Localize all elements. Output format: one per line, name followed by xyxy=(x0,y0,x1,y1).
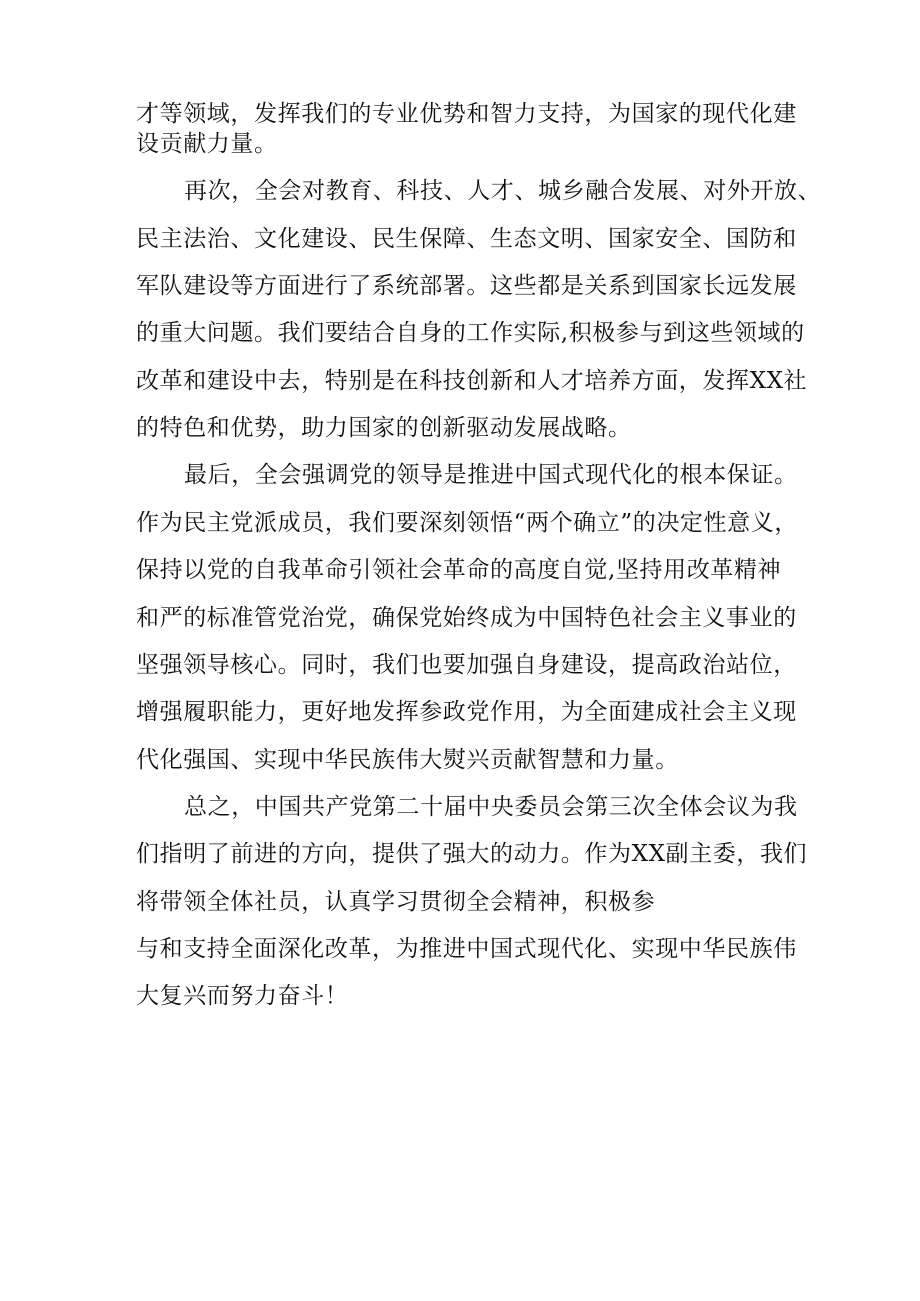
text-line: 增强履职能力，更好地发挥参政党作用，为全面建成社会主义现 xyxy=(136,699,797,725)
text-line: 民主法治、文化建设、民生保障、生态文明、国家安全、国防和 xyxy=(136,226,797,252)
text-line: 改革和建设中去，特别是在科技创新和人才培养方面，发挥XX社 xyxy=(136,368,808,394)
text-line: 军队建设等方面进行了系统部署。这些都是关系到国家长远发展 xyxy=(136,273,797,299)
text-line: 的特色和优势，助力国家的创新驱动发展战略。 xyxy=(136,415,632,441)
text-line: 与和支持全面深化改革，为推进中国式现代化、实现中华民族伟 xyxy=(136,936,797,962)
text-line: 再次，全会对教育、科技、人才、城乡融合发展、对外开放、 xyxy=(184,178,822,204)
text-line: 坚强领导核心。同时，我们也要加强自身建设，提高政治站位， xyxy=(136,652,797,678)
text-line: 保持以党的自我革命引领社会革命的高度自觉,坚持用改革精神 xyxy=(136,557,782,583)
text-line: 和严的标准管党治党，确保党始终成为中国特色社会主义事业的 xyxy=(136,605,797,631)
text-line: 才等领域，发挥我们的专业优势和智力支持，为国家的现代化建 xyxy=(136,101,797,127)
text-line: 们指明了前进的方向，提供了强大的动力。作为XX副主委，我们 xyxy=(136,841,808,867)
text-line: 大复兴而努力奋斗！ xyxy=(136,983,349,1009)
text-line: 将带领全体社员，认真学习贯彻全会精神，积极参 xyxy=(136,889,656,915)
text-line: 总之，中国共产党第二十届中央委员会第三次全体会议为我 xyxy=(184,794,798,820)
text-line: 的重大问题。我们要结合自身的工作实际,积极参与到这些领域的 xyxy=(136,320,805,346)
text-line: 设贡献力量。 xyxy=(136,131,278,157)
text-line: 作为民主党派成员，我们要深刻领悟“两个确立”的决定性意义， xyxy=(136,510,798,536)
text-line: 最后，全会强调党的领导是推进中国式现代化的根本保证。 xyxy=(184,462,798,488)
text-line: 代化强国、实现中华民族伟大熨兴贡献智慧和力量。 xyxy=(136,747,679,773)
